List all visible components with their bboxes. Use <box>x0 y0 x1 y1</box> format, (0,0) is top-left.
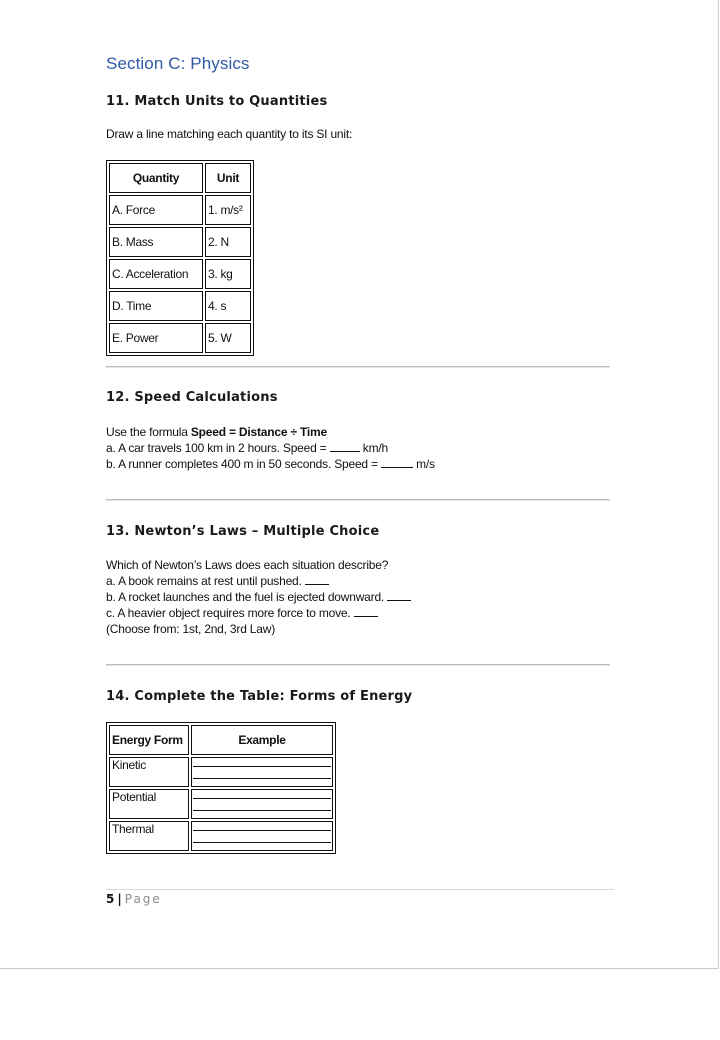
unit-cell: 4. s <box>205 291 251 321</box>
example-answer-cell[interactable] <box>191 789 333 819</box>
formula-prefix: Use the formula <box>106 425 191 439</box>
table-row <box>109 227 251 257</box>
table-header-row <box>109 163 251 193</box>
footer-separator: | <box>117 892 122 906</box>
unit-cell: 3. kg <box>205 259 251 289</box>
question-14-heading: 14. Complete the Table: Forms of Energy <box>106 689 413 704</box>
answer-blank[interactable] <box>381 457 413 468</box>
section-title: Section C: Physics <box>106 54 250 73</box>
example-answer-cell[interactable] <box>191 757 333 787</box>
page-label: Page <box>124 892 162 906</box>
table-header-row <box>109 725 333 755</box>
answer-blank[interactable] <box>305 574 329 585</box>
question-13-intro: Which of Newton’s Laws does each situation describe? <box>106 558 389 572</box>
table-header-unit: Unit <box>205 163 251 193</box>
table-header-quantity: Quantity <box>109 163 203 193</box>
unit-cell: 2. N <box>205 227 251 257</box>
table-row <box>109 323 251 353</box>
answer-blank[interactable] <box>354 606 378 617</box>
footer-divider <box>106 889 614 890</box>
item-b-unit: m/s <box>412 457 435 471</box>
answer-blank[interactable] <box>330 441 360 452</box>
section-divider <box>106 499 610 501</box>
question-12-item-b <box>106 456 435 472</box>
item-b-text: b. A runner completes 400 m in 50 seconds. Speed = <box>106 457 381 471</box>
quantity-cell: D. Time <box>109 291 203 321</box>
item-b-text: b. A rocket launches and the fuel is ejected downward. <box>106 590 388 604</box>
question-11-instruction: Draw a line matching each quantity to its SI unit: <box>106 127 353 141</box>
quantity-cell: B. Mass <box>109 227 203 257</box>
section-divider <box>106 664 610 666</box>
energy-table <box>106 722 336 854</box>
unit-cell: 1. m/s² <box>205 195 251 225</box>
table-row <box>109 757 333 787</box>
example-answer-cell[interactable] <box>191 821 333 851</box>
formula-line <box>106 424 435 440</box>
formula-text: Speed = Distance ÷ Time <box>190 425 327 439</box>
table-row <box>109 789 333 819</box>
question-13-item-b <box>106 589 411 605</box>
table-row <box>109 821 333 851</box>
quantity-cell: E. Power <box>109 323 203 353</box>
energy-form-cell: Thermal <box>109 821 189 851</box>
table-row <box>109 195 251 225</box>
question-13-body <box>106 557 411 637</box>
question-11-heading: 11. Match Units to Quantities <box>106 94 328 109</box>
question-12-item-a <box>106 440 435 456</box>
units-table <box>106 160 254 356</box>
question-12-body <box>106 424 435 472</box>
question-13-item-a <box>106 573 411 589</box>
question-13-choices: (Choose from: 1st, 2nd, 3rd Law) <box>106 622 276 636</box>
quantity-cell: C. Acceleration <box>109 259 203 289</box>
unit-cell: 5. W <box>205 323 251 353</box>
page-footer <box>106 892 162 906</box>
question-12-heading: 12. Speed Calculations <box>106 390 278 405</box>
energy-form-cell: Kinetic <box>109 757 189 787</box>
page-number: 5 <box>106 892 115 906</box>
item-c-text: c. A heavier object requires more force to move. <box>106 606 354 620</box>
answer-blank[interactable] <box>387 590 411 601</box>
question-13-heading: 13. Newton’s Laws – Multiple Choice <box>106 524 380 539</box>
table-header-example: Example <box>191 725 333 755</box>
table-row <box>109 259 251 289</box>
item-a-text: a. A book remains at rest until pushed. <box>106 574 305 588</box>
quantity-cell: A. Force <box>109 195 203 225</box>
item-a-unit: km/h <box>359 441 389 455</box>
question-13-item-c <box>106 605 411 621</box>
table-row <box>109 291 251 321</box>
table-header-energy-form: Energy Form <box>109 725 189 755</box>
item-a-text: a. A car travels 100 km in 2 hours. Speed = <box>106 441 330 455</box>
energy-form-cell: Potential <box>109 789 189 819</box>
section-divider <box>106 366 610 368</box>
